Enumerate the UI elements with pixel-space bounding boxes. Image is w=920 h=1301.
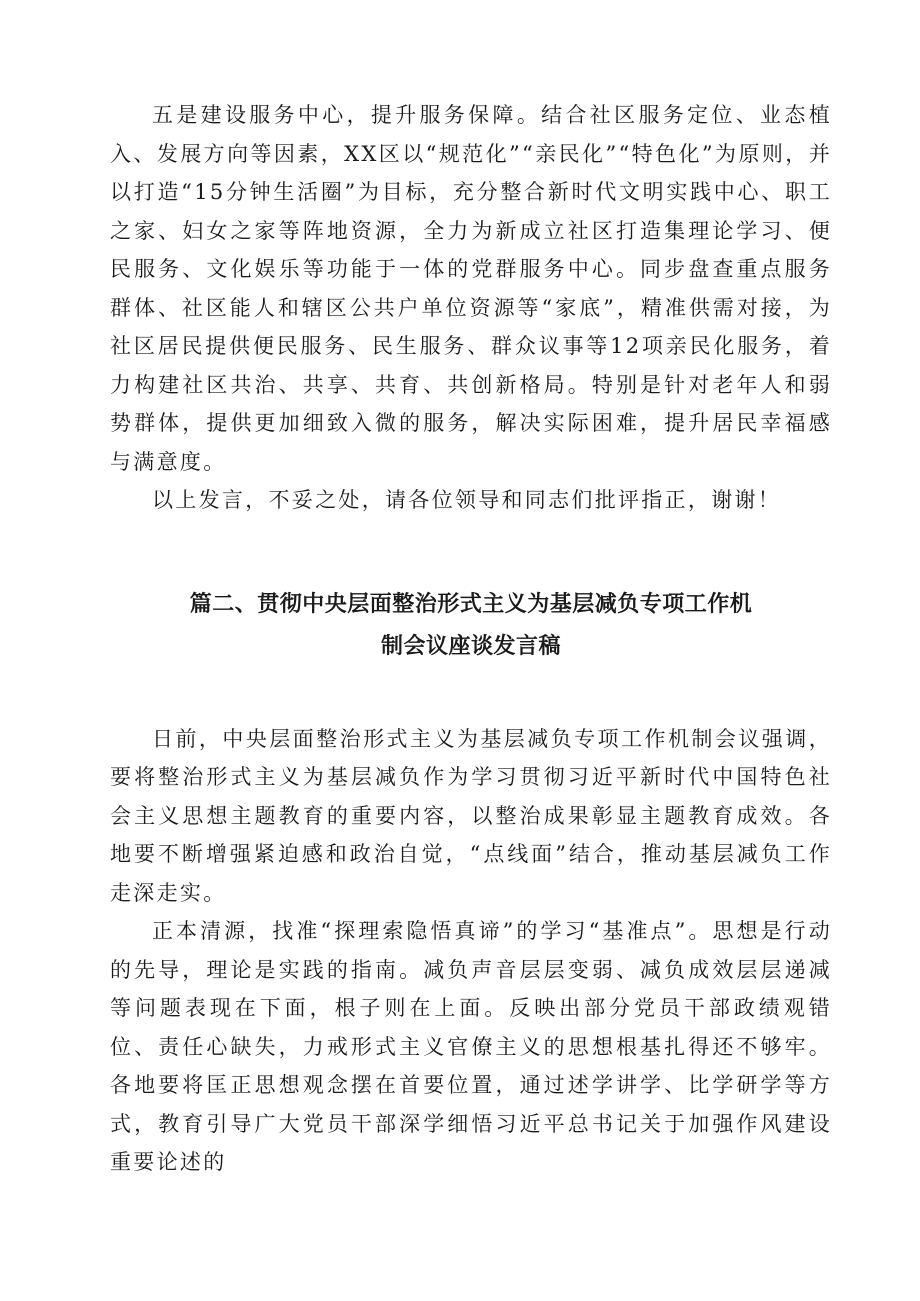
paragraph-intro: 日前，中央层面整治形式主义为基层减负专项工作机制会议强调，要将整治形式主义为基层减负作为学习贯彻习近平新时代中国特色社会主义思想主题教育的重要内容，以整治成果彰显主题教育成效。各地要不断增强紧迫感和政治自觉，“点线面”结合，推动基层减负工作走深走实。 [110,726,832,905]
closing-remark: 以上发言，不妥之处，请各位领导和同志们批评指正，谢谢！ [152,488,782,512]
article-two-title-line-1: 篇二、贯彻中央层面整治形式主义为基层减负专项工作机 [189,591,753,617]
paragraph-service-center: 五是建设服务中心，提升服务保障。结合社区服务定位、业态植入、发展方向等因素，XX区以“规范化”“亲民化”“特色化”为原则，并以打造“15分钟生活圈”为目标，充分整合新时代文明实践中心、职工之家、妇女之家等阵地资源，全力为新成立社区打造集理论学习、便民服务、文化娱乐等功能于一体的党群服务中心。同步盘查重点服务群体、社区能人和辖区公共户单位资源等“家底”，精准供需对接，为社区居民提供便民服务、民生服务、群众议事等12项亲民化服务，着力构建社区共治、共享、共育、共创新格局。特别是针对老年人和弱势群体，提供更加细致入微的服务，解决实际困难，提升居民幸福感与满意度。 [110,103,832,474]
article-two-title-line-2: 制会议座谈发言稿 [380,633,561,659]
article-two-body [110,720,832,1182]
paragraph-root-cause: 正本清源，找准“探理索隐悟真谛”的学习“基准点”。思想是行动的先导，理论是实践的指南。减负声音层层变弱、减负成效层层递减等问题表现在下面，根子则在上面。反映出部分党员干部政绩观错位、责任心缺失，力戒形式主义官僚主义的思想根基扎得还不够牢。各地要将匡正思想观念摆在首要位置，通过述学讲学、比学研学等方式，教育引导广大党员干部深学细悟习近平总书记关于加强作风建设重要论述的 [110,919,832,1174]
article-two-title [110,584,832,668]
document-body [110,96,832,1182]
